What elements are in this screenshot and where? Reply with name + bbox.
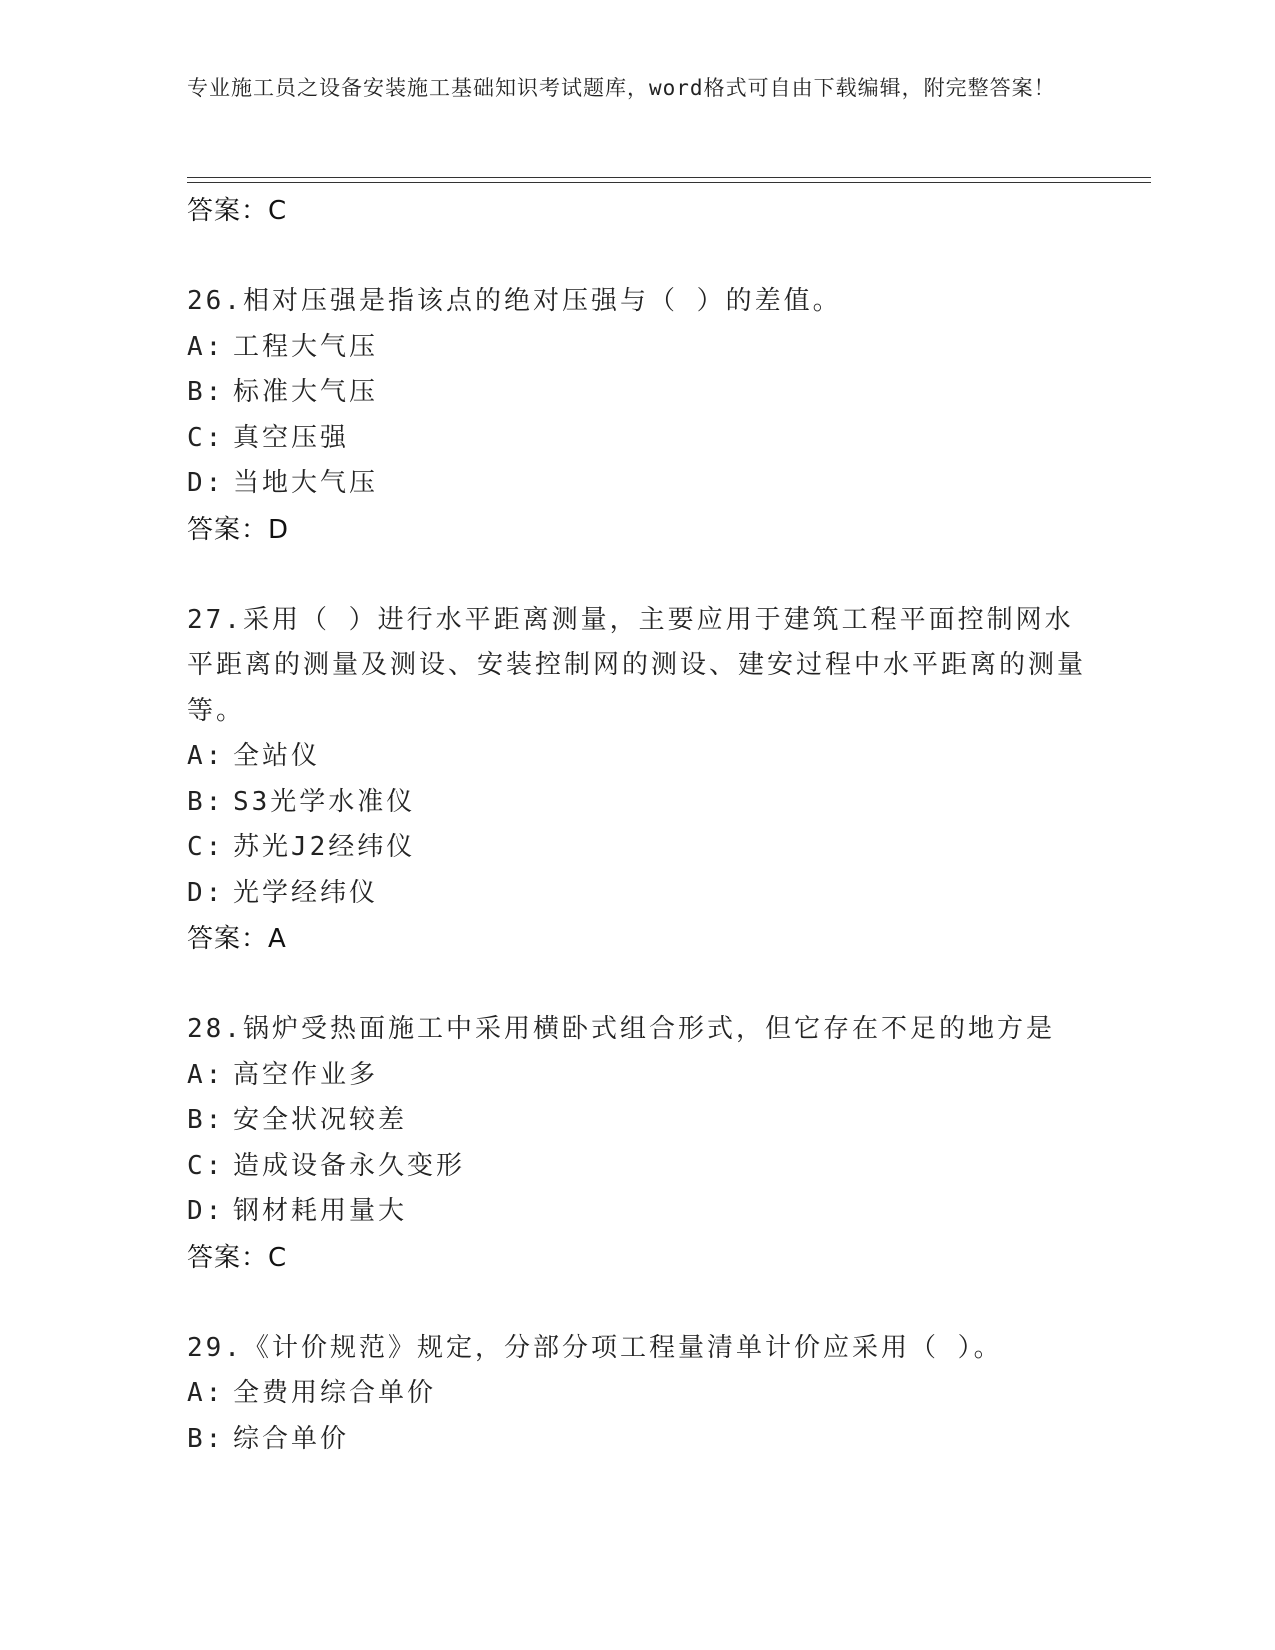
- option-text: 安全状况较差: [233, 1105, 408, 1135]
- option-c: [187, 825, 1087, 871]
- option-c: [187, 1144, 1087, 1190]
- option-letter: C:: [187, 1150, 225, 1181]
- answer-line: 答案：C: [187, 196, 288, 226]
- option-text: 高空作业多: [233, 1059, 379, 1090]
- question-27: [187, 598, 1087, 963]
- question-text: 26.相对压强是指该点的绝对压强与（ ）的差值。: [187, 286, 842, 316]
- option-letter: A:: [187, 1378, 225, 1408]
- option-text: 综合单价: [233, 1423, 350, 1454]
- option-letter: A:: [187, 1059, 225, 1090]
- option-c: [187, 416, 1087, 462]
- option-text: 当地大气压: [233, 468, 379, 498]
- question-text: 28.锅炉受热面施工中采用横卧式组合形式，但它存在不足的地方是: [187, 1014, 1055, 1044]
- option-letter: B:: [187, 377, 225, 407]
- option-letter: D:: [187, 1196, 225, 1226]
- option-letter: C:: [187, 422, 225, 453]
- option-a: [187, 1053, 1087, 1099]
- option-text: 真空压强: [233, 422, 350, 453]
- option-text: 苏光J2经纬仪: [233, 832, 416, 862]
- option-letter: B:: [187, 1423, 225, 1454]
- question-text: 27.采用（ ）进行水平距离测量，主要应用于建筑工程平面控制网水平距离的测量及测设、安装控制网的测设、建安过程中水平距离的测量等。: [187, 604, 1087, 726]
- option-a: [187, 325, 1087, 371]
- option-text: 工程大气压: [233, 331, 379, 362]
- option-text: 造成设备永久变形: [233, 1150, 466, 1181]
- question-28: [187, 1007, 1087, 1281]
- question-text: 29.《计价规范》规定，分部分项工程量清单计价应采用（ ）。: [187, 1332, 1003, 1363]
- option-letter: A:: [187, 741, 225, 771]
- header-rule-bottom: [187, 182, 1151, 183]
- option-letter: B:: [187, 1105, 225, 1135]
- option-letter: B:: [187, 786, 225, 817]
- option-d: [187, 1189, 1087, 1235]
- option-text: 钢材耗用量大: [233, 1196, 408, 1226]
- option-b: [187, 1098, 1087, 1144]
- option-a: [187, 734, 1087, 780]
- answer-line: 答案：D: [187, 514, 290, 545]
- answer-line: 答案：C: [187, 1242, 288, 1273]
- option-text: 全费用综合单价: [233, 1378, 437, 1408]
- option-b: [187, 1417, 1087, 1463]
- option-text: 标准大气压: [233, 377, 379, 407]
- option-b: [187, 780, 1087, 826]
- question-29: [187, 1326, 1087, 1463]
- option-a: [187, 1371, 1087, 1417]
- option-b: [187, 370, 1087, 416]
- document-header: 专业施工员之设备安装施工基础知识考试题库，word格式可自由下载编辑，附完整答案！: [187, 76, 1056, 100]
- option-d: [187, 871, 1087, 917]
- question-26: [187, 279, 1087, 553]
- option-letter: D:: [187, 468, 225, 498]
- option-letter: A:: [187, 331, 225, 362]
- question-list: [187, 188, 1087, 1462]
- header-rule-top: [187, 177, 1151, 178]
- answer-line: 答案：A: [187, 924, 287, 954]
- option-letter: D:: [187, 877, 225, 908]
- option-text: 全站仪: [233, 741, 321, 771]
- option-letter: C:: [187, 832, 225, 862]
- option-d: [187, 461, 1087, 507]
- option-text: 光学经纬仪: [233, 877, 379, 908]
- option-text: S3光学水准仪: [233, 786, 416, 817]
